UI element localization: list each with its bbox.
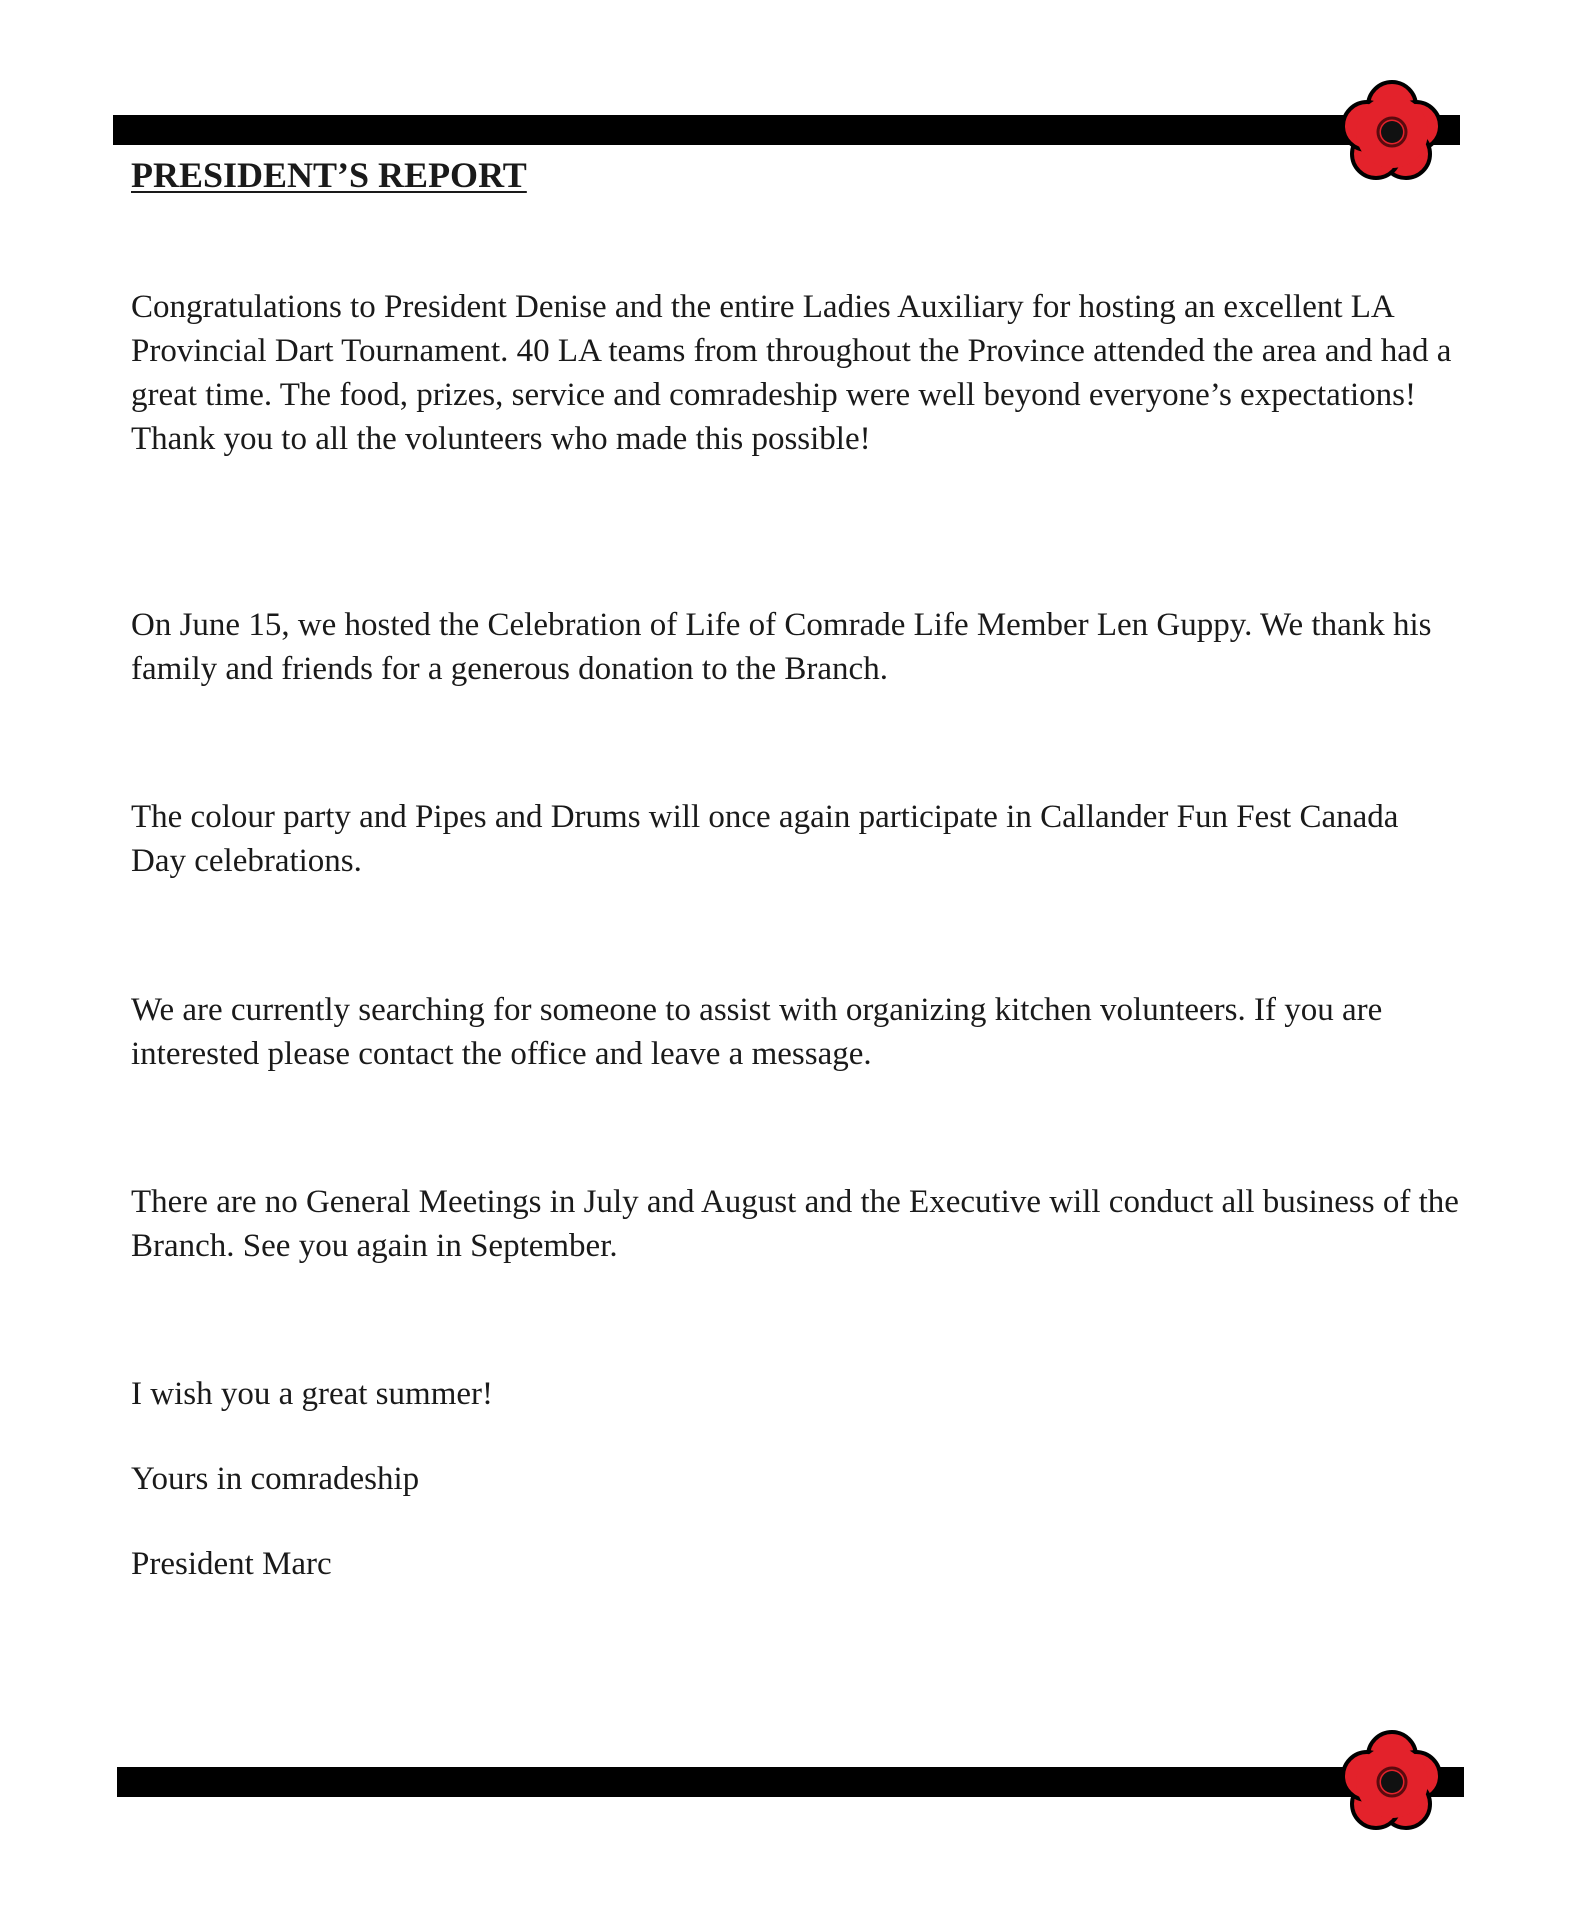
paragraph-celebration: On June 15, we hosted the Celebration of Life of Comrade Life Member Len Guppy. We thank his family and friends for a generous donation to the Branch. [131, 607, 1432, 687]
poppy-icon [1342, 1730, 1442, 1830]
paragraph-kitchen-volunteers: We are currently searching for someone to assist with organizing kitchen volunteers. If you are interested please contact the office and leave a message. [131, 992, 1383, 1072]
paragraph-summer-wish: I wish you a great summer! [131, 1376, 493, 1412]
signature-name: President Marc [131, 1546, 332, 1582]
paragraph-meetings: There are no General Meetings in July and August and the Executive will conduct all business of the Branch. See you again in September. [131, 1184, 1459, 1264]
paragraph-tournament: Congratulations to President Denise and the entire Ladies Auxiliary for hosting an excellent LA Provincial Dart Tournament. 40 LA teams from throughout the Province attended the area and had a great time. The food, prizes, service and comradeship were well beyond everyone’s expectations! Thank you to all the volunteers who made this possible! [131, 289, 1452, 457]
closing-salutation: Yours in comradeship [131, 1461, 420, 1497]
header-rule [113, 115, 1460, 145]
report-body [131, 150, 1461, 1582]
footer-rule [117, 1767, 1464, 1797]
page-title: PRESIDENT’S REPORT [131, 155, 527, 195]
paragraph-canada-day: The colour party and Pipes and Drums will once again participate in Callander Fun Fest Canada Day celebrations. [131, 799, 1399, 879]
